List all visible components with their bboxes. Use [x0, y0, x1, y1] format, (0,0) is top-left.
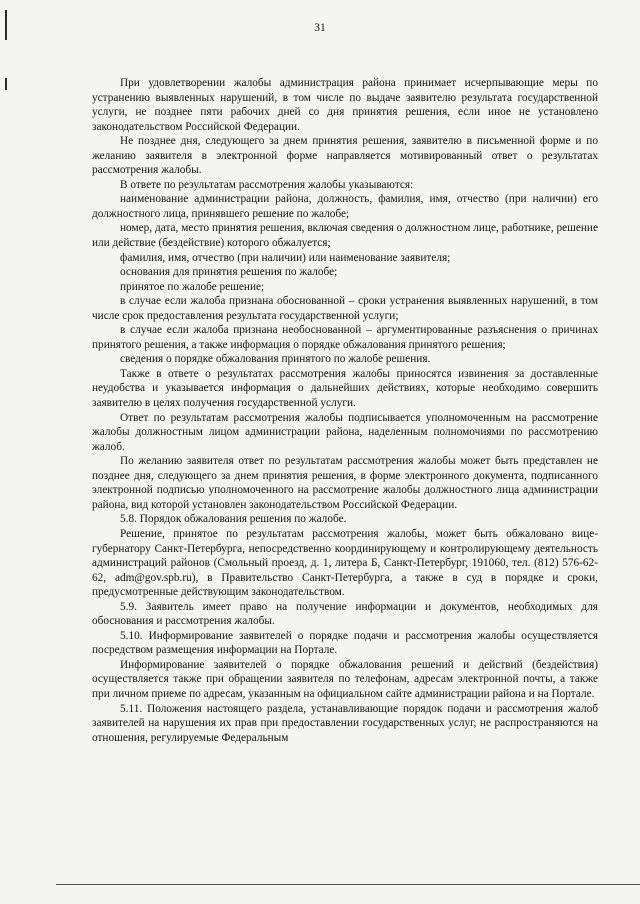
paragraph: По желанию заявителя ответ по результатам рассмотрения жалобы может быть представлен не позднее дня, следующего за днем принятия решения, в форме электронного документа, подписанного электронной подписью уполномоченного на рассмотрение жалобы должностного лица администрации района, вид которой установлен законодательством Российской Федерации. [92, 455, 598, 511]
paragraph: в случае если жалоба признана необоснованной – аргументированные разъяснения о причинах принятого решения, а также информация о порядке обжалования принятого решения; [92, 324, 598, 351]
paragraph: В ответе по результатам рассмотрения жалобы указываются: [120, 178, 414, 191]
paragraph: 5.10. Информирование заявителей о порядке подачи и рассмотрения жалобы осуществляется посредством размещения информации на Портале. [92, 629, 598, 657]
paragraph: в случае если жалоба признана обоснованной – сроки устранения выявленных нарушений, в том числе срок предоставления результата государственной услуги; [92, 295, 598, 322]
paragraph: Решение, принятое по результатам рассмотрения жалобы, может быть обжаловано вице-губернатору Санкт-Петербурга, непосредственно координирующему и контролирующему деятельность администраций районов (Смольный проезд, д. 1, литера Б, Санкт-Петербург, 191060, тел. (812) 576-62-62, adm@gov.spb.ru), в Правительство Санкт-Петербурга, а также в суд в порядке и сроки, предусмотренные действующим законодательством. [92, 527, 598, 599]
scan-edge-mark [5, 78, 7, 90]
paragraph: 5.9. Заявитель имеет право на получение информации и документов, необходимых для обоснования и рассмотрения жалобы. [92, 600, 598, 628]
paragraph: фамилия, имя, отчество (при наличии) или наименование заявителя; [120, 251, 451, 264]
page-bottom-edge [56, 884, 640, 885]
paragraph: При удовлетворении жалобы администрация района принимает исчерпывающие меры по устранению выявленных нарушений, в том числе по выдаче заявителю результата государственной услуги, не позднее пяти рабочих дней со дня принятия решения, если иное не установлено законодательством Российской Федерации. [92, 77, 598, 133]
section-heading: 5.8. Порядок обжалования решения по жалобе. [120, 513, 347, 526]
paragraph: принятое по жалобе решение; [120, 280, 265, 293]
paragraph: основания для принятия решения по жалобе; [120, 266, 338, 279]
paragraph: Ответ по результатам рассмотрения жалобы подписывается уполномоченным на рассмотрение жалобы должностным лицом администрации района, наделенным полномочиями по рассмотрению жалоб. [92, 411, 598, 453]
paragraph: сведения о порядке обжалования принятого по жалобе решения. [120, 353, 431, 366]
paragraph: Не позднее дня, следующего за днем принятия решения, заявителю в письменной форме и по желанию заявителя в электронной форме направляется мотивированный ответ о результатах рассмотрения жалобы. [92, 135, 598, 177]
paragraph: Также в ответе о результатах рассмотрения жалобы приносятся извинения за доставленные неудобства и указывается информация о дальнейших действиях, которые необходимо совершить заявителю в целях получения государственной услуги. [92, 367, 598, 410]
page-number: 31 [314, 22, 326, 34]
paragraph: наименование администрации района, должность, фамилия, имя, отчество (при наличии) его должностного лица, принявшего решение по жалобе; [92, 193, 598, 220]
paragraph: 5.11. Положения настоящего раздела, устанавливающие порядок подачи и рассмотрения жалоб заявителей на нарушения их прав при предоставлении государственных услуг, не распространяются на отношения, регулируемые Федеральным [92, 702, 598, 744]
paragraph: номер, дата, место принятия решения, включая сведения о должностном лице, работнике, решение или действие (бездействие) которого обжалуется; [92, 222, 598, 250]
paragraph: Информирование заявителей о порядке обжалования решений и действий (бездействия) осуществляется также при обращении заявителя по телефонам, адресам электронной почты, а также при личном приеме по адресам, указанным на официальном сайте администрации района и на Портале. [92, 658, 598, 700]
document-body [92, 76, 598, 745]
